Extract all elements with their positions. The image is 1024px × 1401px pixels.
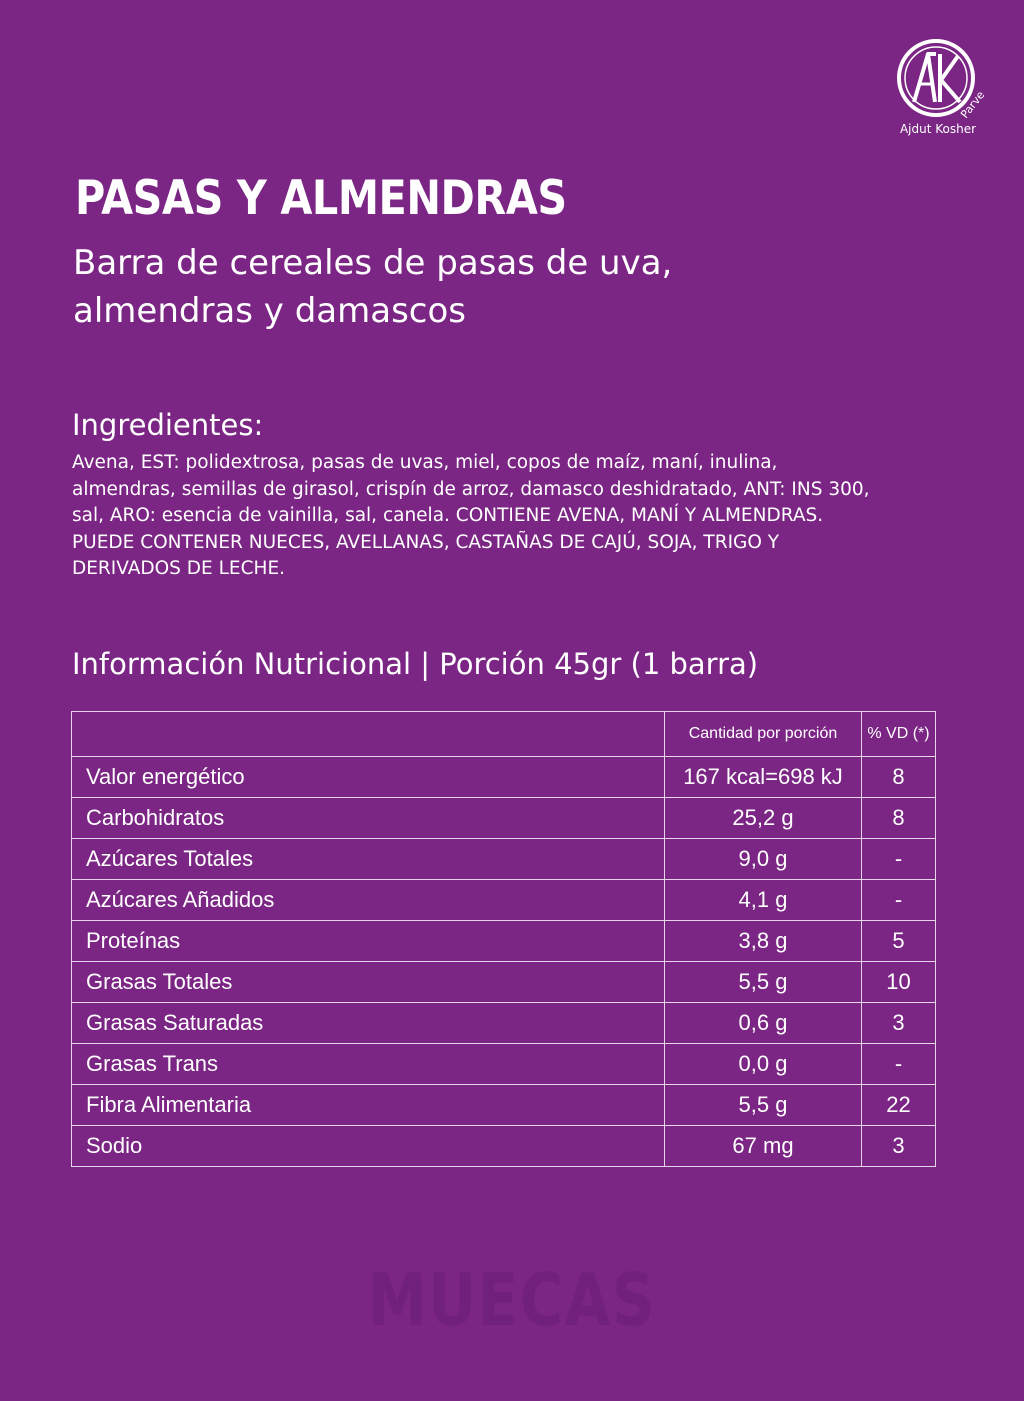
nutrient-dv: 8: [862, 798, 936, 839]
nutrition-heading: Información Nutricional | Porción 45gr (1 barra): [72, 647, 759, 681]
nutrient-amount: 5,5 g: [665, 1085, 862, 1126]
table-row: [72, 1085, 936, 1126]
nutrient-name: Sodio: [72, 1126, 665, 1167]
nutrient-amount: 167 kcal=698 kJ: [665, 757, 862, 798]
nutrient-amount: 4,1 g: [665, 880, 862, 921]
nutrient-name: Fibra Alimentaria: [72, 1085, 665, 1126]
nutrient-dv: -: [862, 1044, 936, 1085]
nutrient-amount: 0,0 g: [665, 1044, 862, 1085]
nutrient-name: Azúcares Añadidos: [72, 880, 665, 921]
nutrient-name: Carbohidratos: [72, 798, 665, 839]
product-title: PASAS Y ALMENDRAS: [75, 171, 567, 226]
nutrient-name: Valor energético: [72, 757, 665, 798]
kosher-parve-text: Parve: [958, 88, 988, 121]
table-row: [72, 880, 936, 921]
nutrient-name: Grasas Totales: [72, 962, 665, 1003]
nutrient-amount: 67 mg: [665, 1126, 862, 1167]
nutrient-dv: 8: [862, 757, 936, 798]
nutrition-table: [71, 711, 936, 1167]
nutrient-amount: 0,6 g: [665, 1003, 862, 1044]
nutrient-dv: 5: [862, 921, 936, 962]
table-row: [72, 798, 936, 839]
nutrient-dv: 10: [862, 962, 936, 1003]
ingredients-text: Avena, EST: polidextrosa, pasas de uvas, miel, copos de maíz, maní, inulina, almendras, semillas de girasol, crispín de arroz, damasco deshidratado, ANT: INS 300, sal, ARO: esencia de vainilla, sal, canela. CONTIENE AVENA, MANÍ Y ALMENDRAS. PUEDE CONTENER NUECES, AVELLANAS, CASTAÑAS DE CAJÚ, SOJA, TRIGO Y DERIVADOS DE LECHE.: [72, 452, 870, 579]
table-row: [72, 1126, 936, 1167]
nutrient-dv: 22: [862, 1085, 936, 1126]
nutrient-dv: -: [862, 839, 936, 880]
table-row: [72, 1003, 936, 1044]
table-row: [72, 839, 936, 880]
table-row: [72, 962, 936, 1003]
nutrient-dv: 3: [862, 1126, 936, 1167]
nutrient-amount: 3,8 g: [665, 921, 862, 962]
table-row: [72, 921, 936, 962]
nutrient-name: Proteínas: [72, 921, 665, 962]
nutrient-name: Grasas Saturadas: [72, 1003, 665, 1044]
nutrient-column-header: [72, 712, 665, 757]
nutrient-dv: 3: [862, 1003, 936, 1044]
kosher-badge: [888, 36, 988, 146]
nutrient-amount: 5,5 g: [665, 962, 862, 1003]
dv-column-header: % VD (*): [862, 712, 936, 757]
nutrient-amount: 25,2 g: [665, 798, 862, 839]
table-row: [72, 757, 936, 798]
ingredients-heading: Ingredientes:: [72, 408, 264, 442]
nutrient-name: Grasas Trans: [72, 1044, 665, 1085]
nutrient-dv: -: [862, 880, 936, 921]
brand-watermark: MUECAS: [367, 1258, 657, 1342]
amount-column-header: Cantidad por porción: [665, 712, 862, 757]
nutrient-amount: 9,0 g: [665, 839, 862, 880]
nutrition-header-row: [72, 712, 936, 757]
kosher-label: Ajdut Kosher: [899, 122, 977, 136]
kosher-ak-logo: [888, 36, 988, 126]
nutrient-name: Azúcares Totales: [72, 839, 665, 880]
table-row: [72, 1044, 936, 1085]
product-subtitle: Barra de cereales de pasas de uva, almendras y damascos: [73, 243, 673, 331]
